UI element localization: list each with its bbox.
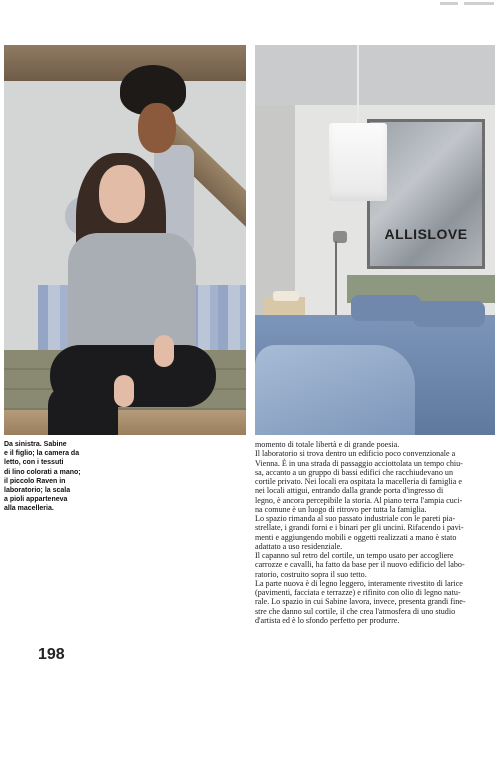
header-mark [440, 2, 458, 5]
caption-line: a pioli apparteneva [4, 496, 68, 504]
page-header-strip [0, 0, 500, 12]
body-line: stre che danno sul cortile, il che crea l'atmosfera di uno studio [255, 606, 456, 616]
caption-line: alla macelleria. [4, 505, 54, 513]
body-line: momento di totale libertà e di grande poesia. [255, 440, 400, 449]
ceiling [255, 45, 495, 105]
body-line: ratorio, costruito sopra il suo tetto. [255, 569, 367, 579]
caption-line: Da sinistra. Sabine [4, 441, 67, 448]
body-line: d'artista ed è lo sfondo perfetto per produrre. [255, 615, 400, 625]
body-line: Il capanno sul retro del cortile, un tempo usato per accogliere [255, 551, 454, 560]
pillow [413, 301, 485, 327]
child-face [138, 103, 176, 153]
caption-line: e il figlio; la camera da [4, 450, 80, 458]
body-line: sa, accanto a un gruppo di bassi edifici che racchiudevano un [255, 467, 453, 477]
caption-line: di lino colorati a mano; [4, 468, 81, 476]
body-line: carrozze e cavalli, ha fatto da base per il nuovo edificio del labo- [255, 560, 465, 570]
page-number: 198 [38, 646, 65, 663]
body-line: (pavimenti, facciata e terrazze) e rifinito con olio di legno natu- [255, 588, 461, 597]
wooden-platform [4, 410, 246, 435]
pendant-cord [357, 45, 359, 125]
photo-caption [4, 440, 86, 514]
body-line: nei locali attigui, entrando dalla grande porta d'ingresso di [255, 486, 444, 496]
pillow [351, 295, 421, 321]
caption-line: laboratorio; la scala [4, 487, 71, 495]
photo-mother-and-son [4, 45, 246, 435]
body-line: na comune è un luogo di ritrovo per tutta la famiglia. [255, 504, 427, 514]
body-line: cortile privato. Nei locali era ospitata la macelleria di famiglia e [255, 477, 462, 486]
body-line: La parte nuova è di legno leggero, interamente rivestito di larice [255, 578, 463, 588]
caption-line: letto, con i tessuti [4, 459, 64, 467]
body-line: adattato a uso residenziale. [255, 541, 343, 551]
article-body [255, 440, 495, 625]
body-line: strellate, i grandi forni e i binari per gli uncini. Rifacendo i pavi- [255, 523, 464, 533]
woman-leg [48, 385, 118, 435]
body-line: legno, è ancora percepibile la storia. Al piano terra l'ampia cuci- [255, 495, 463, 505]
body-line: Vienna. È in una strada di passaggio acciottolata un tempo chiu- [255, 458, 463, 468]
body-line: menti e aggiungendo mobili e oggetti realizzati a mano è stato [255, 532, 457, 542]
woman-hand [154, 335, 174, 367]
header-mark [464, 2, 494, 5]
woman-shirt [68, 233, 196, 363]
woman-face [99, 165, 145, 223]
pendant-lamp [329, 123, 387, 201]
telephone [273, 291, 299, 301]
body-line: Il laboratorio si trova dentro un edificio poco convenzionale a [255, 449, 456, 459]
duvet [255, 345, 415, 435]
artwork-text: ALLISLOVE [384, 226, 468, 242]
body-line: rale. Lo spazio in cui Sabine lavora, invece, presenta grandi fine- [255, 597, 466, 607]
woman-hand [114, 375, 134, 407]
photo-bedroom [255, 45, 495, 435]
body-line: Lo spazio rimanda al suo passato industriale con le pareti pia- [255, 514, 456, 523]
caption-line: il piccolo Raven in [4, 477, 66, 485]
